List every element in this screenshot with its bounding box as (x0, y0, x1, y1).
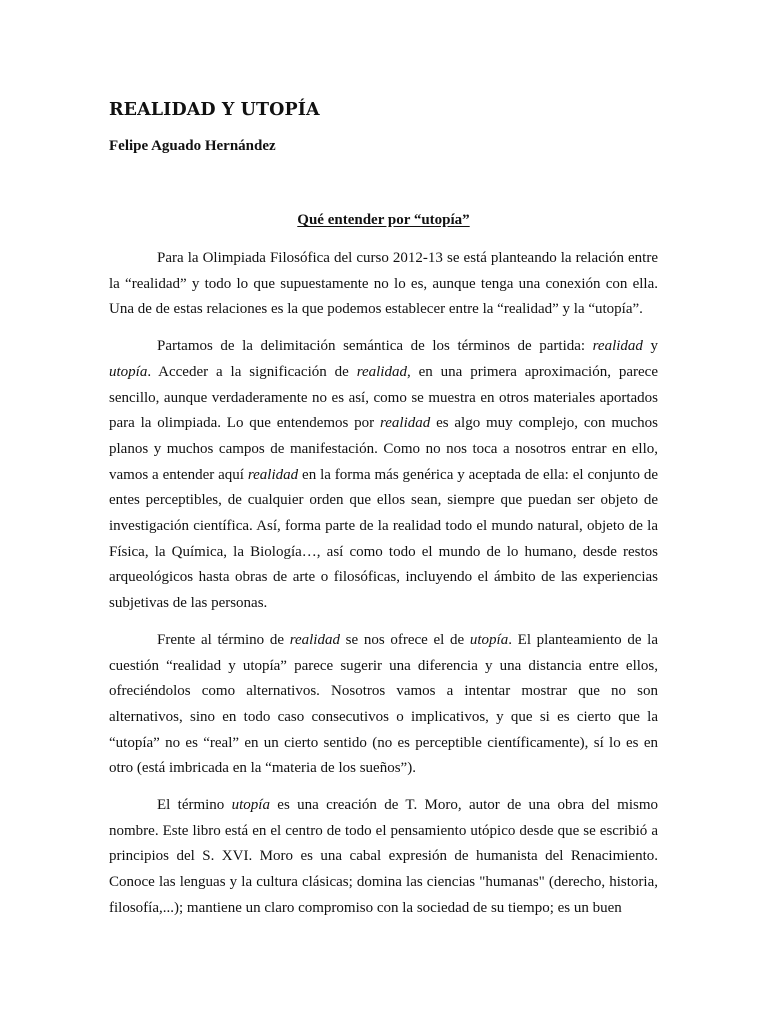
paragraph (109, 334, 658, 617)
text-run: Partamos de la delimitación semántica de los términos de partida: (157, 338, 593, 355)
italic-term: realidad (289, 631, 340, 648)
text-run: es una creación de T. Moro, autor de una obra del mismo nombre. Este libro está en el centro de todo el pensamiento utópico desde que se escribió a principios del S. XVI. Moro es una cabal expresión de humanista del Renacimiento. Conoce las lenguas y la cultura clásicas; domina las ciencias "humanas" (derecho, historia, filosofía,...); mantiene un claro compromiso con la sociedad de su tiempo; es un buen (109, 797, 658, 916)
italic-term: utopía (109, 363, 148, 380)
text-run: . El planteamiento de la cuestión “realidad y utopía” parece sugerir una diferencia y una distancia entre ellos, ofreciéndolos como alternativos. Nosotros vamos a intentar mostrar que no son alternativos, sino en todo caso consecutivos o implicativos, y que si es cierto que la “utopía” no es “real” en un cierto sentido (no es perceptible científicamente), sí lo es en otro (está imbricada en la “materia de los sueños”). (109, 631, 658, 777)
text-run: en la forma más genérica y aceptada de ella: el conjunto de entes perceptibles, de cualquier orden que ellos sean, siempre que puedan ser objeto de investigación científica. Así, forma parte de la realidad todo el mundo natural, objeto de la Física, la Química, la Biología…, así como todo el mundo de lo humano, desde restos arqueológicos hasta obras de arte o filosóficas, incluyendo el ámbito de las experiencias subjetivas de las personas. (109, 466, 659, 612)
italic-term: realidad (379, 415, 431, 432)
italic-term: utopía (231, 797, 270, 814)
section-heading-text: Qué entender por “utopía” (297, 212, 470, 228)
document-page (109, 0, 658, 1024)
italic-term: realidad (247, 466, 299, 483)
italic-term: realidad (356, 363, 407, 380)
document-title: REALIDAD Y UTOPÍA (109, 100, 320, 120)
text-run: Para la Olimpiada Filosófica del curso 2012-13 se está planteando la relación entre la “realidad” y todo lo que supuestamente no lo es, aunque tenga una conexión con ella. Una de de estas relaciones es la que podemos establecer entre la “realidad” y la “utopía”. (109, 250, 658, 318)
text-run: y (642, 338, 658, 355)
section-heading (109, 212, 658, 229)
text-run: El término (157, 797, 232, 814)
text-run: es algo muy complejo, con muchos planos y muchos campos de manifestación. Como no nos toca a nosotros entrar en ello, vamos a entender aquí (109, 415, 658, 483)
paragraph (109, 628, 658, 782)
text-run: se nos ofrece el de (339, 631, 470, 648)
italic-term: utopía (469, 631, 509, 648)
text-run: Frente al término de (157, 631, 290, 648)
paragraph (109, 793, 658, 922)
author-name: Felipe Aguado Hernández (109, 138, 276, 154)
italic-term: realidad (592, 338, 643, 355)
text-run: . Acceder a la significación de (147, 363, 357, 380)
body-text (109, 246, 658, 933)
paragraph (109, 246, 658, 323)
text-run: , en una primera aproximación, parece sencillo, aunque verdaderamente no es así, como se muestra en otros materiales aportados para la olimpiada. Lo que entendemos por (109, 363, 658, 432)
